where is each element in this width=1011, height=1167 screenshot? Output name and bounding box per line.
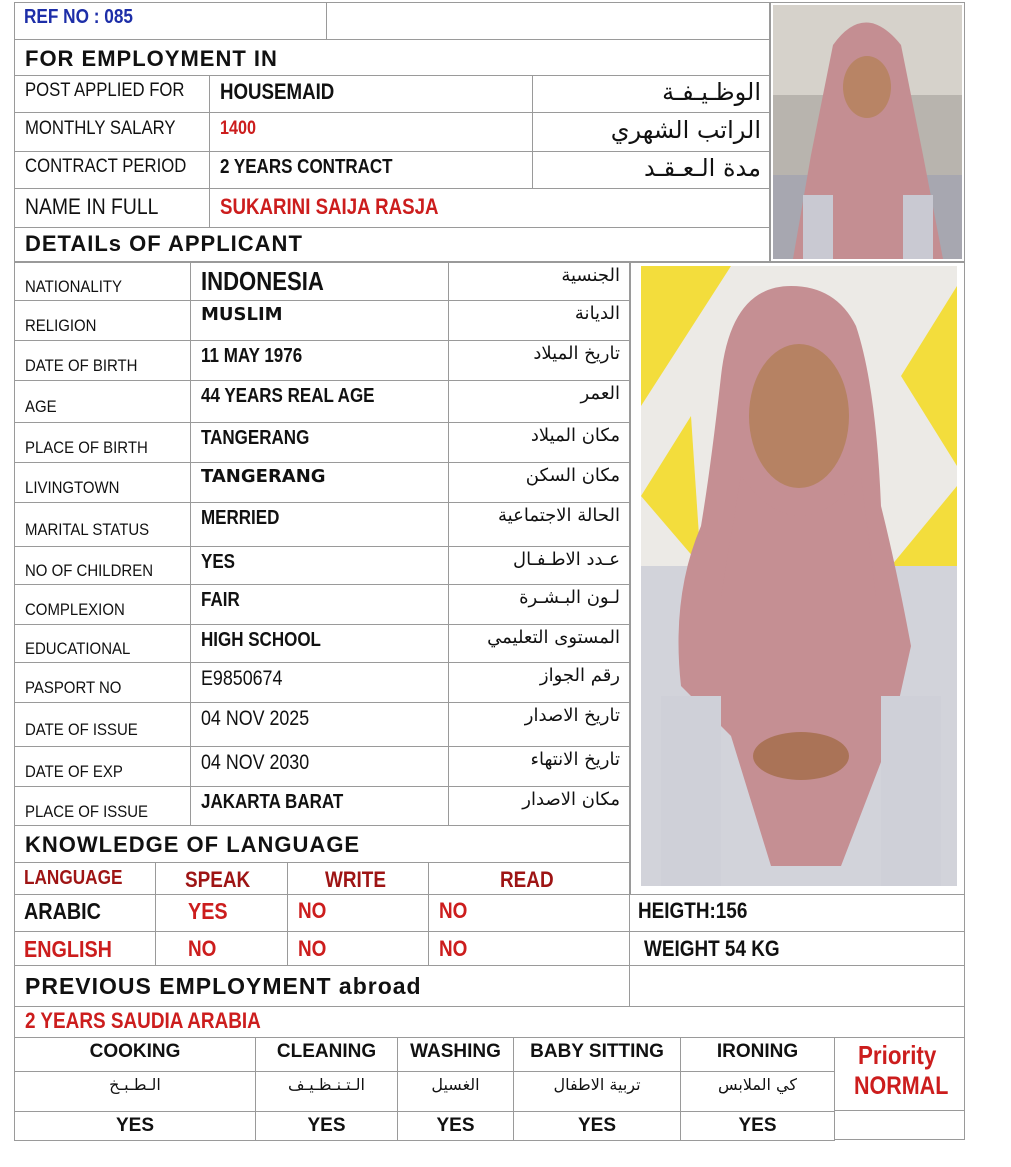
ref-empty-cell	[326, 2, 770, 40]
prev-value: 2 YEARS SAUDIA ARABIA	[25, 1008, 261, 1033]
skill-en: WASHING	[410, 1041, 501, 1062]
post-label: POST APPLIED FOR	[25, 80, 185, 101]
detail-label: DATE OF EXP	[25, 762, 123, 781]
lang-col-language: LANGUAGE	[24, 867, 123, 889]
height-value: HEIGTH:156	[638, 898, 748, 923]
lang-english-read: NO	[439, 936, 468, 961]
skill-en: CLEANING	[276, 1041, 377, 1062]
skill-val: YES	[738, 1115, 777, 1136]
contract-label: CONTRACT PERIOD	[25, 156, 187, 177]
priority-value: NORMAL	[854, 1072, 949, 1100]
lang-english-write: NO	[298, 936, 327, 961]
detail-label: LIVINGTOWN	[25, 478, 120, 497]
post-arabic: الوظـيـفـة	[662, 78, 761, 106]
detail-value: JAKARTA BARAT	[201, 791, 344, 813]
details-heading: DETAILs OF APPLICANT	[25, 231, 303, 256]
detail-label: NATIONALITY	[25, 277, 122, 296]
salary-value-cell	[209, 112, 533, 152]
detail-label: NO OF CHILDREN	[25, 561, 154, 580]
detail-arabic: عـدد الاطـفـال	[512, 549, 620, 570]
detail-value: 11 MAY 1976	[201, 345, 303, 367]
detail-value: FAIR	[201, 589, 240, 611]
detail-label: PLACE OF ISSUE	[25, 802, 149, 821]
name-value: SUKARINI SAIJA RASJA	[220, 194, 439, 219]
detail-value: 04 NOV 2030	[201, 751, 310, 774]
detail-arabic: لـون البـشـرة	[519, 587, 620, 608]
lang-arabic-read: NO	[439, 898, 468, 923]
lang-col-speak: SPEAK	[185, 867, 251, 892]
post-value: HOUSEMAID	[220, 79, 335, 104]
detail-arabic: العمر	[580, 383, 620, 404]
detail-arabic: تاريخ الاصدار	[524, 705, 620, 726]
skill-en: COOKING	[89, 1041, 181, 1062]
skill-ar: كي الملابس	[717, 1075, 797, 1094]
prev-heading-empty-cell	[629, 965, 965, 1007]
detail-value: TANGERANG	[201, 427, 310, 449]
detail-label: AGE	[25, 397, 57, 416]
detail-value: E9850674	[201, 667, 283, 690]
skill-val: YES	[307, 1115, 346, 1136]
detail-arabic: تاريخ الميلاد	[533, 343, 620, 364]
applicant-photo-large	[641, 266, 957, 886]
detail-arabic: المستوى التعليمي	[487, 627, 620, 648]
detail-arabic: الحالة الاجتماعية	[498, 505, 620, 526]
detail-value: 44 YEARS REAL AGE	[201, 385, 375, 407]
skill-ar: الـطـبـخ	[109, 1075, 161, 1094]
contract-value: 2 YEARS CONTRACT	[220, 156, 393, 178]
weight-value: WEIGHT 54 KG	[644, 936, 780, 961]
detail-value: MUSLIM	[201, 304, 283, 325]
lang-row-english-speak-cell	[155, 931, 288, 966]
detail-value: TANGERANG	[201, 466, 326, 487]
detail-arabic: الديانة	[574, 303, 620, 324]
contract-arabic: مدة الـعـقـد	[643, 154, 761, 182]
skill-val: YES	[115, 1115, 155, 1136]
detail-arabic: مكان الاصدار	[522, 789, 620, 810]
detail-value: 04 NOV 2025	[201, 707, 310, 730]
detail-arabic: رقم الجواز	[539, 665, 620, 686]
salary-arabic: الراتب الشهري	[610, 116, 761, 144]
detail-arabic: مكان الميلاد	[530, 425, 620, 446]
detail-label: DATE OF ISSUE	[25, 720, 138, 739]
lang-col-write: WRITE	[325, 867, 386, 892]
detail-label: RELIGION	[25, 316, 97, 335]
detail-value: HIGH SCHOOL	[201, 629, 321, 651]
detail-arabic: مكان السكن	[525, 465, 620, 486]
language-heading: KNOWLEDGE OF LANGUAGE	[25, 832, 361, 857]
skill-ar: الـتـنـظـيـف	[288, 1075, 365, 1094]
detail-arabic: الجنسية	[561, 265, 620, 286]
detail-label: DATE OF BIRTH	[25, 356, 138, 375]
salary-value: 1400	[220, 118, 256, 139]
skill-en: BABY SITTING	[530, 1041, 664, 1062]
detail-label: PASPORT NO	[25, 678, 122, 697]
lang-english-name: ENGLISH	[24, 936, 112, 962]
lang-col-read: READ	[500, 867, 554, 892]
detail-label: EDUCATIONAL	[25, 639, 131, 658]
ref-no: REF NO : 085	[24, 6, 133, 28]
detail-label: COMPLEXION	[25, 600, 125, 619]
skill-val: YES	[436, 1115, 475, 1136]
salary-label: MONTHLY SALARY	[25, 118, 176, 139]
priority-label: Priority	[858, 1040, 937, 1070]
lang-english-speak: NO	[188, 936, 217, 961]
prev-heading: PREVIOUS EMPLOYMENT abroad	[25, 973, 422, 999]
detail-label: PLACE OF BIRTH	[25, 438, 148, 457]
detail-label: MARITAL STATUS	[25, 520, 150, 539]
skill-ar: الغسيل	[431, 1075, 480, 1094]
detail-value: YES	[201, 551, 236, 573]
detail-value: INDONESIA	[201, 266, 324, 296]
priority-empty-cell	[834, 1110, 965, 1140]
detail-arabic: تاريخ الانتهاء	[530, 749, 620, 770]
skill-en: IRONING	[716, 1041, 799, 1062]
employment-heading: FOR EMPLOYMENT IN	[25, 46, 278, 71]
lang-arabic-speak: YES	[188, 898, 228, 924]
lang-arabic-name: ARABIC	[24, 898, 101, 924]
skill-val: YES	[577, 1115, 617, 1136]
applicant-photo-small	[773, 5, 962, 259]
name-label: NAME IN FULL	[25, 194, 159, 219]
detail-value: MERRIED	[201, 507, 280, 529]
skill-ar: تربية الاطفال	[553, 1075, 641, 1094]
lang-arabic-write: NO	[298, 898, 327, 923]
